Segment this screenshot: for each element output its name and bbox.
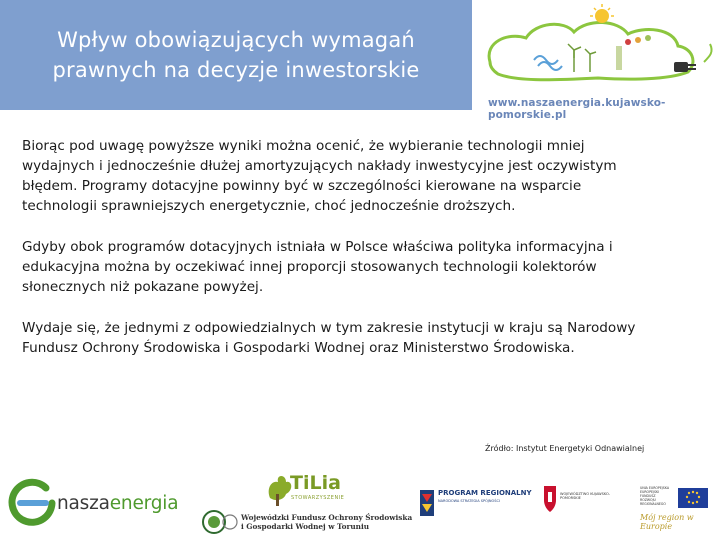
tilia-subtitle: STOWARZYSZENIE: [291, 495, 345, 501]
text-line: Wydaje się, że jednymi z odpowiedzialnych w tym zakresie instytucji w kraju są Narodowy: [22, 320, 636, 336]
text-line: technologii sprawniejszych energetycznie, choć jednocześnie droższych.: [22, 198, 516, 214]
slide-title-line-2: prawnych na decyzje inwestorskie: [52, 58, 420, 82]
body-text: [22, 136, 682, 379]
program-regionalny-subtitle: NARODOWA STRATEGIA SPÓJNOŚCI: [438, 499, 500, 503]
kujawsko-pomorskie-crest-icon: [540, 482, 630, 520]
eu-text: UNIA EUROPEJSKA EUROPEJSKI FUNDUSZ ROZWOJU REGIONALNEGO: [640, 486, 670, 506]
paragraph-2: [22, 237, 682, 297]
text-line: wydajnych i jednocześnie dłużej amortyzujących nakłady inwestycyjne jest oczywistym: [22, 158, 617, 174]
text-line: edukacyjna można by oczekiwać innej proporcji stosowanych technologii kolektorów: [22, 259, 597, 275]
wfos-line-2: i Gospodarki Wodnej w Toruniu: [241, 522, 370, 531]
title-banner: [0, 0, 472, 110]
slide-title: [53, 25, 420, 85]
text-line: Biorąc pod uwagę powyższe wyniki można ocenić, że wybieranie technologii mniej: [22, 138, 585, 154]
wfos-name: [241, 513, 412, 531]
website-url: www.naszaenergia.kujawsko-pomorskie.pl: [488, 97, 666, 121]
tilia-name: TiLia: [290, 472, 341, 494]
text-line: słonecznych niż pokazane powyżej.: [22, 279, 264, 295]
slide-title-line-1: Wpływ obowiązujących wymagań: [57, 28, 415, 52]
chimney-icon: [616, 46, 622, 70]
wfos-line-1: Wojewódzki Fundusz Ochrony Środowiska: [241, 513, 413, 522]
text-line: błędem. Programy dotacyjne powinny być w szczególności kierowane na wsparcie: [22, 178, 582, 194]
nasza-energia-wordmark: [57, 493, 178, 514]
wordmark-part-2: energia: [109, 493, 179, 514]
paragraph-3: [22, 318, 682, 358]
energy-landscape-graphic: [478, 2, 718, 98]
wordmark-part-1: nasza: [57, 493, 110, 514]
wind-turbine-icon: [568, 44, 596, 72]
text-line: Gdyby obok programów dotacyjnych istniała w Polsce właściwa polityka informacyjna i: [22, 239, 613, 255]
footer-logos: [0, 462, 720, 540]
paragraph-1: [22, 136, 682, 216]
source-note: Źródło: Instytut Energetyki Odnawialnej: [485, 444, 645, 453]
text-line: Fundusz Ochrony Środowiska i Gospodarki Wodnej oraz Ministerstwo Środowiska.: [22, 340, 575, 356]
kujawsko-pomorskie-text: WOJEWÓDZTWO KUJAWSKO-POMORSKIE: [560, 492, 611, 500]
region-slogan: Mój region w Europie: [640, 513, 694, 531]
program-regionalny-title: PROGRAM REGIONALNY: [438, 489, 532, 497]
sun-icon: [595, 9, 609, 23]
